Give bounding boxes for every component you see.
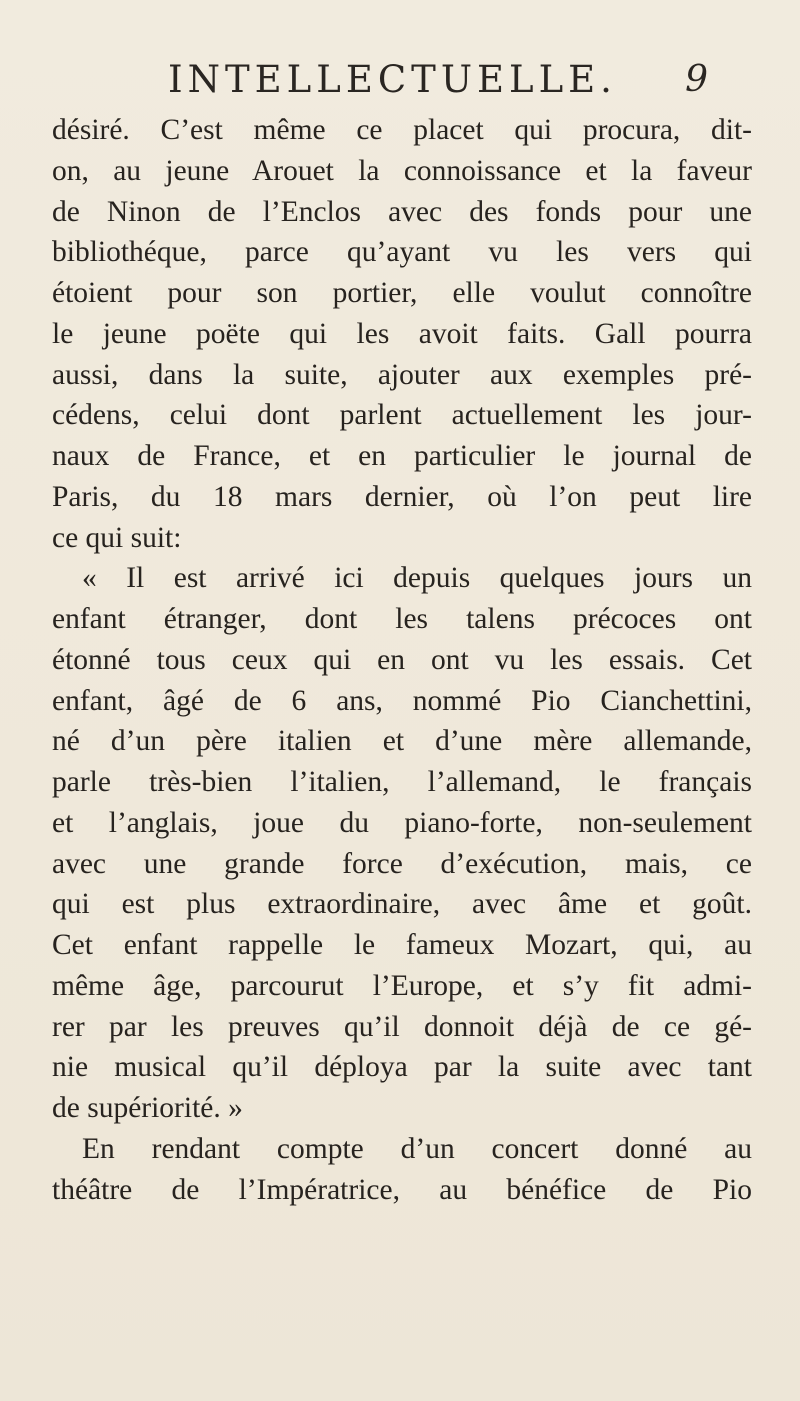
text-line: étoient pour son portier, elle voulut connoître [52,277,752,309]
text-line: théâtre de l’Impératrice, au bénéfice de Pio [52,1173,752,1206]
text-line: Cet enfant rappelle le fameux Mozart, qui, au [52,929,752,961]
text-line: enfant, âgé de 6 ans, nommé Pio Cianchettini, [52,684,752,717]
text-line: on, au jeune Arouet la connoissance et la faveur [52,154,752,187]
text-line: enfant étranger, dont les talens précoces ont [52,603,752,635]
text-line: qui est plus extraordinaire, avec âme et goût. [52,888,752,921]
text-line: « Il est arrivé ici depuis quelques jours un [82,562,752,595]
text-line: et l’anglais, joue du piano-forte, non-seulement [52,806,752,839]
text-line: avec une grande force d’exécution, mais, ce [52,847,752,880]
text-line: de supériorité. » [52,1092,243,1124]
text-line: même âge, parcourut l’Europe, et s’y fit admi- [52,969,752,1002]
text-line: En rendant compte d’un concert donné au [82,1132,752,1165]
text-line: étonné tous ceux qui en ont vu les essais. Cet [52,643,752,676]
page-number: 9 [685,59,708,100]
text-line: naux de France, et en particulier le journal de [52,440,752,472]
text-line: rer par les preuves qu’il donnoit déjà de ce gé- [52,1010,752,1043]
text-line: ce qui suit: [52,521,182,554]
text-line: né d’un père italien et d’une mère allemande, [52,725,752,758]
page-header [168,56,708,104]
text-line: Paris, du 18 mars dernier, où l’on peut lire [52,480,752,513]
text-line: aussi, dans la suite, ajouter aux exemples pré- [52,358,752,391]
text-line: nie musical qu’il déploya par la suite avec tant [52,1051,752,1084]
text-line: le jeune poëte qui les avoit faits. Gall pourra [52,317,752,350]
text-line: parle très-bien l’italien, l’allemand, le français [52,766,752,798]
running-head: INTELLECTUELLE. [168,58,617,101]
text-line: bibliothéque, parce qu’ayant vu les vers qui [52,236,752,269]
text-line: de Ninon de l’Enclos avec des fonds pour une [52,195,752,228]
body-text [52,110,752,1210]
text-line: cédens, celui dont parlent actuellement les jour- [52,399,752,432]
text-line: désiré. C’est même ce placet qui procura, dit- [52,114,752,146]
